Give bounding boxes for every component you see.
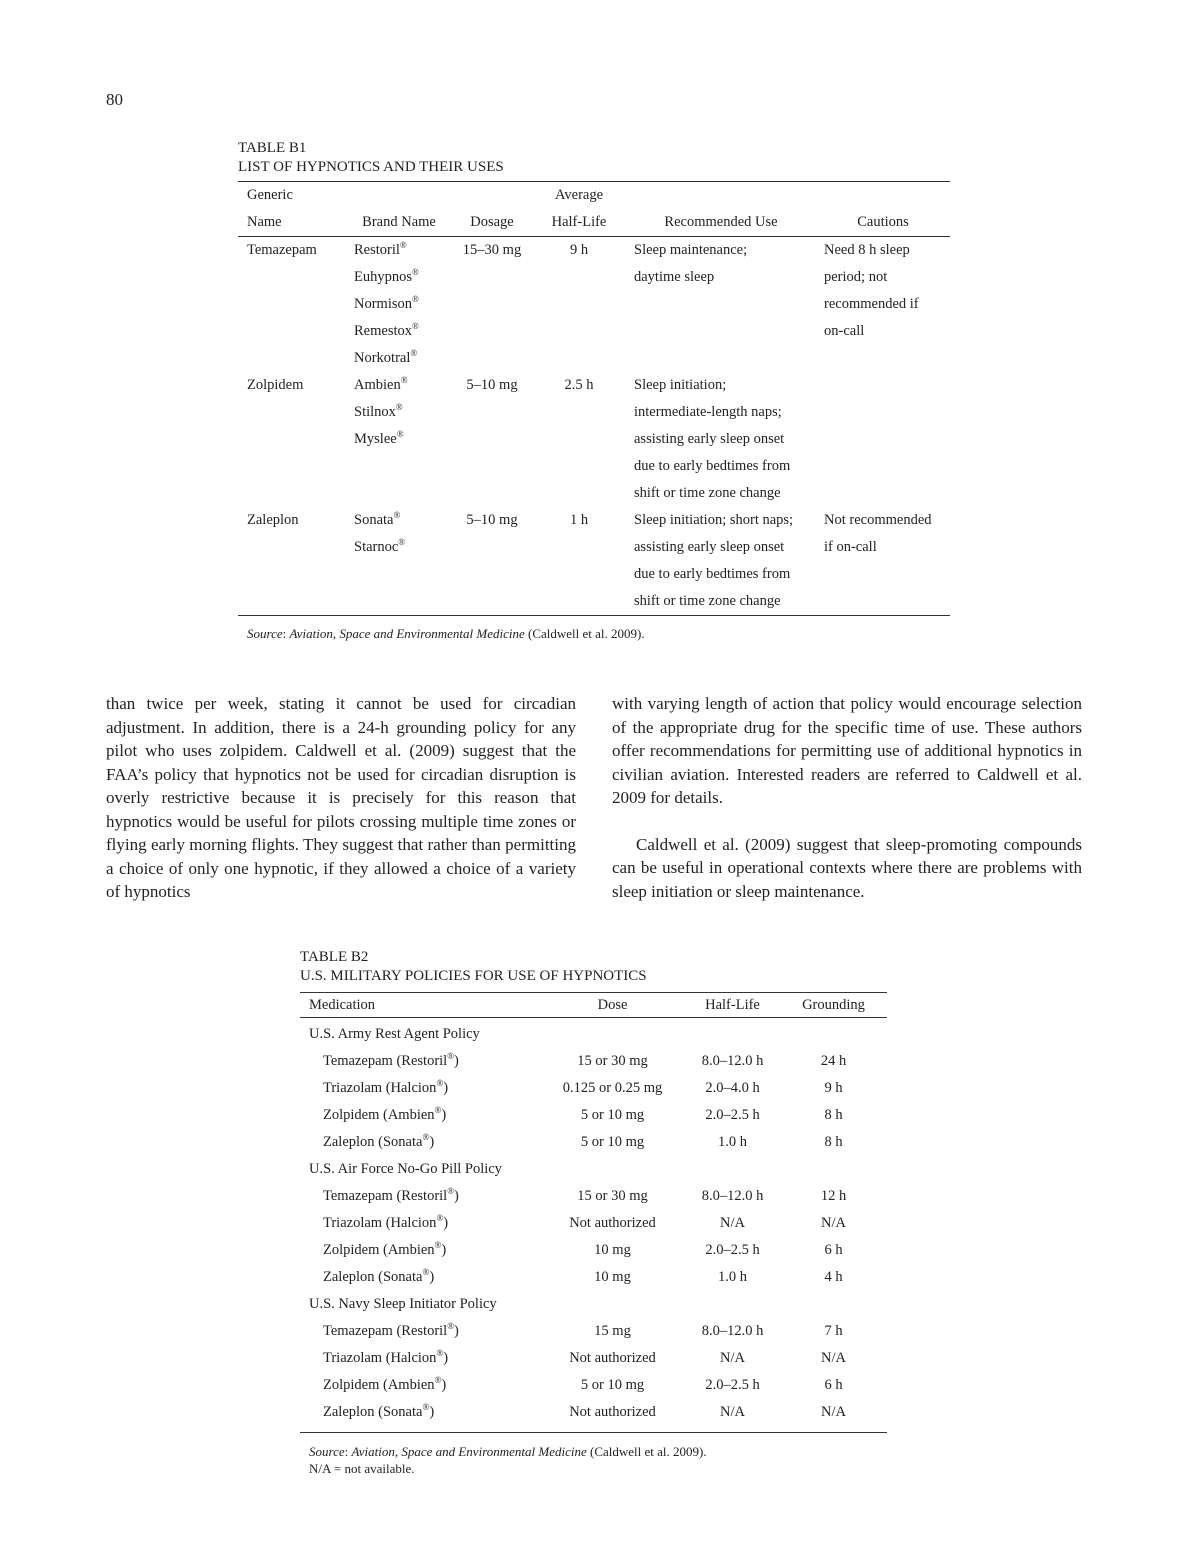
- cell-recommended-use: [626, 291, 816, 318]
- cell-brand-name: [346, 372, 452, 399]
- table-row: [300, 1318, 887, 1345]
- table-row: [300, 1075, 887, 1102]
- registered-mark: ®: [396, 429, 404, 440]
- table-b1-grid: [238, 181, 950, 616]
- registered-mark: ®: [400, 375, 408, 386]
- cell-generic-name: [238, 561, 346, 588]
- registered-mark: ®: [412, 267, 419, 278]
- cell-recommended-use: shift or time zone change: [634, 593, 781, 609]
- registered-mark: ®: [422, 1402, 430, 1413]
- cell-medication: [300, 1237, 540, 1264]
- cell-half-life: 8.0–12.0 h: [701, 1053, 764, 1069]
- cell-dosage: [452, 480, 532, 507]
- cell-half-life: [532, 561, 626, 588]
- body-paragraph: than twice per week, stating it cannot be used for circadian adjustment. In addition, there is a 24-h grounding policy for any pilot who uses zolpidem. Caldwell et al. (2009) suggest that the FAA’s policy that hypnotics not be used for circadian disruption is overly restrictive because it is precisely for this reason that hypnotics would be useful for pilots crossing multiple time zones or flying early morning flights. They suggest that rather than permitting a choice of only one hypnotic, if they allowed a choice of a variety of hypnotics: [106, 694, 576, 901]
- table-row: [300, 1372, 887, 1399]
- cell-generic-name: [238, 399, 346, 426]
- cell-cautions: [816, 372, 950, 399]
- brand-text: Stilnox: [354, 404, 396, 420]
- source-label: Source: [309, 1444, 345, 1459]
- group-name: U.S. Army Rest Agent Policy: [309, 1026, 480, 1042]
- table-b2-header: [300, 993, 887, 1018]
- table-b1-title: LIST OF HYPNOTICS AND THEIR USES: [238, 159, 504, 175]
- brand-text: Sonata: [354, 512, 394, 528]
- cell-medication: [300, 1075, 540, 1102]
- cell-grounding: N/A: [821, 1350, 846, 1366]
- cell-generic-name: [238, 480, 346, 507]
- cell-half-life: 8.0–12.0 h: [701, 1188, 764, 1204]
- cell-dosage: [452, 318, 532, 345]
- cell-half-life: 9 h: [569, 242, 589, 258]
- source-journal: Aviation, Space and Environmental Medicine: [351, 1444, 587, 1459]
- cell-grounding: 4 h: [824, 1269, 843, 1285]
- cell-dose: 10 mg: [594, 1269, 631, 1285]
- table-row: [238, 507, 950, 534]
- cell-dosage: 5–10 mg: [466, 512, 518, 528]
- cell-cautions: recommended if: [824, 296, 919, 312]
- table-row: [238, 237, 950, 265]
- page-number: 80: [106, 90, 123, 109]
- cell-brand-name: [346, 507, 452, 534]
- cell-recommended-use: [626, 318, 816, 345]
- cell-dose: 0.125 or 0.25 mg: [562, 1080, 663, 1096]
- brand-text: Starnoc: [354, 539, 399, 555]
- cell-cautions: Not recommended: [824, 512, 932, 528]
- cell-recommended-use: assisting early sleep onset: [634, 539, 785, 555]
- cell-dose: 15 or 30 mg: [577, 1188, 648, 1204]
- cell-cautions: [816, 561, 950, 588]
- medication-text: Triazolam (Halcion: [323, 1350, 437, 1366]
- medication-text: Zaleplon (Sonata: [323, 1134, 423, 1150]
- brand-text: Ambien: [354, 377, 401, 393]
- cell-brand-name: [346, 291, 452, 318]
- cell-cautions: Need 8 h sleep: [824, 242, 910, 258]
- table-row: [300, 1210, 887, 1237]
- registered-mark: ®: [436, 1213, 444, 1224]
- close-paren: ): [454, 1323, 459, 1339]
- cell-grounding: 8 h: [824, 1107, 843, 1123]
- brand-text: Restoril: [354, 242, 400, 258]
- header-half-life: Half-Life: [551, 214, 607, 230]
- cell-half-life: N/A: [720, 1215, 745, 1231]
- close-paren: ): [429, 1269, 435, 1285]
- registered-mark: ®: [447, 1321, 455, 1332]
- cell-brand-name: [346, 237, 452, 265]
- cell-cautions: on-call: [824, 323, 865, 339]
- table-row: [238, 264, 950, 291]
- cell-half-life: [532, 453, 626, 480]
- cell-recommended-use: shift or time zone change: [634, 485, 781, 501]
- table-b1-body: [238, 237, 950, 616]
- cell-grounding: 6 h: [824, 1377, 843, 1393]
- cell-medication: [300, 1102, 540, 1129]
- table-b1-source: Source: Aviation, Space and Environmental Medicine (Caldwell et al. 2009).: [247, 626, 645, 641]
- cell-dose: Not authorized: [569, 1215, 656, 1231]
- brand-text: Euhypnos: [354, 269, 412, 285]
- cell-dosage: [452, 588, 532, 616]
- brand-text: Norkotral: [354, 350, 411, 366]
- table-row: [300, 1102, 887, 1129]
- header-generic: Generic: [247, 187, 293, 203]
- cell-generic-name: Temazepam: [247, 242, 317, 258]
- registered-mark: ®: [412, 321, 419, 332]
- medication-text: Zaleplon (Sonata: [323, 1404, 423, 1420]
- cell-dose: 5 or 10 mg: [580, 1107, 645, 1123]
- medication-text: Zolpidem (Ambien: [323, 1377, 435, 1393]
- cell-cautions: [816, 345, 950, 372]
- header-cautions: Cautions: [857, 214, 909, 230]
- table-row: [238, 399, 950, 426]
- registered-mark: ®: [436, 1348, 444, 1359]
- close-paren: ): [443, 1215, 449, 1231]
- body-column-right: [612, 692, 1082, 903]
- table-row: [300, 1048, 887, 1075]
- source-label: Source: [247, 626, 283, 641]
- cell-medication: [300, 1318, 540, 1345]
- cell-medication: [300, 1048, 540, 1075]
- registered-mark: ®: [422, 1267, 430, 1278]
- cell-half-life: 2.0–2.5 h: [705, 1107, 760, 1123]
- close-paren: ): [454, 1188, 459, 1204]
- cell-recommended-use: [626, 345, 816, 372]
- header-half-life: Half-Life: [705, 996, 760, 1013]
- cell-cautions: period; not: [824, 269, 888, 285]
- table-row: [300, 1129, 887, 1156]
- table-b2-body: [300, 1018, 887, 1433]
- cell-half-life: 1.0 h: [718, 1134, 747, 1150]
- cell-brand-name: [346, 588, 452, 616]
- medication-text: Triazolam (Halcion: [323, 1215, 437, 1231]
- cell-half-life: [532, 426, 626, 453]
- cell-generic-name: [238, 588, 346, 616]
- cell-dosage: [452, 534, 532, 561]
- cell-recommended-use: due to early bedtimes from: [634, 458, 791, 474]
- header-name: Name: [247, 214, 282, 230]
- cell-half-life: [532, 534, 626, 561]
- cell-grounding: 7 h: [824, 1323, 843, 1339]
- cell-medication: [300, 1210, 540, 1237]
- table-row: [238, 345, 950, 372]
- table-b2-note: N/A = not available.: [309, 1461, 415, 1476]
- registered-mark: ®: [393, 510, 401, 521]
- medication-text: Temazepam (Restoril: [323, 1053, 448, 1069]
- registered-mark: ®: [398, 537, 406, 548]
- table-row: [300, 1345, 887, 1372]
- registered-mark: ®: [422, 1132, 430, 1143]
- header-average: Average: [554, 187, 604, 203]
- table-row: [238, 372, 950, 399]
- cell-dosage: [452, 399, 532, 426]
- cell-dosage: [452, 561, 532, 588]
- table-b2-label: TABLE B2: [300, 949, 369, 965]
- registered-mark: ®: [395, 402, 403, 413]
- group-row: [300, 1018, 887, 1049]
- group-name: U.S. Air Force No-Go Pill Policy: [309, 1161, 502, 1177]
- cell-dosage: [452, 264, 532, 291]
- registered-mark: ®: [447, 1186, 455, 1197]
- cell-half-life: 2.5 h: [564, 377, 594, 393]
- cell-dose: 15 mg: [594, 1323, 631, 1339]
- table-b1-label: TABLE B1: [238, 140, 307, 156]
- table-row: [300, 1237, 887, 1264]
- close-paren: ): [443, 1080, 449, 1096]
- cell-half-life: [532, 588, 626, 616]
- cell-half-life: N/A: [720, 1350, 745, 1366]
- cell-half-life: [532, 318, 626, 345]
- cell-recommended-use: Sleep maintenance;: [634, 242, 748, 258]
- body-paragraph: with varying length of action that policy would encourage selection of the appropriate drug for the specific time of use. These authors offer recommendations for permitting use of additional hypnotics in civilian aviation. Interested readers are referred to Caldwell et al. 2009 for details.: [612, 694, 1082, 807]
- cell-cautions: [816, 426, 950, 453]
- registered-mark: ®: [434, 1240, 442, 1251]
- cell-cautions: [816, 588, 950, 616]
- cell-brand-name: [346, 561, 452, 588]
- cell-dose: 15 or 30 mg: [577, 1053, 648, 1069]
- cell-cautions: [816, 399, 950, 426]
- header-recommended-use: Recommended Use: [664, 214, 778, 230]
- cell-brand-name: [346, 426, 452, 453]
- group-name: U.S. Navy Sleep Initiator Policy: [309, 1296, 497, 1312]
- cell-generic-name: Zaleplon: [247, 512, 299, 528]
- table-row: [238, 453, 950, 480]
- cell-grounding: 8 h: [824, 1134, 843, 1150]
- cell-brand-name: [346, 345, 452, 372]
- header-dose: Dose: [597, 996, 628, 1013]
- cell-generic-name: [238, 534, 346, 561]
- medication-text: Zaleplon (Sonata: [323, 1269, 423, 1285]
- cell-medication: [300, 1345, 540, 1372]
- close-paren: ): [429, 1404, 435, 1420]
- table-b2-grid: [300, 992, 887, 1433]
- cell-generic-name: [238, 264, 346, 291]
- cell-brand-name: [346, 453, 452, 480]
- cell-dosage: [452, 453, 532, 480]
- table-b1: [238, 139, 950, 642]
- brand-text: Remestox: [354, 323, 412, 339]
- cell-dose: 10 mg: [594, 1242, 631, 1258]
- table-row: [300, 1399, 887, 1433]
- cell-generic-name: [238, 291, 346, 318]
- body-paragraph: Caldwell et al. (2009) suggest that sleep-promoting compounds can be useful in operational contexts where there are problems with sleep initiation or sleep maintenance.: [612, 834, 1082, 901]
- table-b1-header: [238, 182, 950, 237]
- header-dosage: Dosage: [470, 214, 514, 230]
- cell-generic-name: [238, 345, 346, 372]
- cell-brand-name: [346, 264, 452, 291]
- table-b2-source: Source: Aviation, Space and Environmental Medicine (Caldwell et al. 2009).: [309, 1444, 707, 1459]
- medication-text: Temazepam (Restoril: [323, 1323, 448, 1339]
- cell-dose: 5 or 10 mg: [580, 1134, 645, 1150]
- close-paren: ): [441, 1242, 447, 1258]
- header-brand-name: Brand Name: [362, 214, 436, 230]
- table-row: [238, 426, 950, 453]
- cell-cautions: [816, 453, 950, 480]
- cell-brand-name: [346, 480, 452, 507]
- cell-half-life: [532, 291, 626, 318]
- cell-grounding: 6 h: [824, 1242, 843, 1258]
- cell-recommended-use: Sleep initiation;: [634, 377, 727, 393]
- body-column-left: [106, 692, 576, 904]
- cell-brand-name: [346, 534, 452, 561]
- medication-text: Triazolam (Halcion: [323, 1080, 437, 1096]
- cell-cautions: if on-call: [824, 539, 877, 555]
- cell-dose: Not authorized: [569, 1404, 656, 1420]
- registered-mark: ®: [410, 348, 418, 359]
- table-b2-title: U.S. MILITARY POLICIES FOR USE OF HYPNOTICS: [300, 968, 647, 984]
- medication-text: Zolpidem (Ambien: [323, 1107, 435, 1123]
- cell-half-life: 2.0–4.0 h: [705, 1080, 760, 1096]
- header-medication: Medication: [309, 996, 376, 1013]
- source-journal: Aviation, Space and Environmental Medicine: [289, 626, 525, 641]
- cell-brand-name: [346, 318, 452, 345]
- table-row: [300, 1183, 887, 1210]
- medication-text: Zolpidem (Ambien: [323, 1242, 435, 1258]
- table-row: [238, 534, 950, 561]
- cell-half-life: [532, 264, 626, 291]
- cell-generic-name: [238, 318, 346, 345]
- cell-half-life: N/A: [720, 1404, 745, 1420]
- cell-half-life: [532, 399, 626, 426]
- cell-dosage: 5–10 mg: [466, 377, 518, 393]
- cell-recommended-use: due to early bedtimes from: [634, 566, 791, 582]
- cell-medication: [300, 1372, 540, 1399]
- brand-text: Normison: [354, 296, 412, 312]
- cell-half-life: 1.0 h: [718, 1269, 747, 1285]
- cell-dosage: 15–30 mg: [462, 242, 522, 258]
- table-row: [238, 561, 950, 588]
- cell-grounding: 12 h: [820, 1188, 847, 1204]
- registered-mark: ®: [436, 1078, 444, 1089]
- group-row: [300, 1156, 887, 1183]
- medication-text: Temazepam (Restoril: [323, 1188, 448, 1204]
- cell-recommended-use: intermediate-length naps;: [634, 404, 782, 420]
- cell-dosage: [452, 345, 532, 372]
- cell-half-life: 1 h: [569, 512, 589, 528]
- registered-mark: ®: [447, 1051, 455, 1062]
- source-citation: (Caldwell et al. 2009).: [586, 1444, 707, 1459]
- registered-mark: ®: [434, 1105, 442, 1116]
- cell-brand-name: [346, 399, 452, 426]
- cell-dosage: [452, 291, 532, 318]
- registered-mark: ®: [399, 240, 407, 251]
- table-row: [238, 318, 950, 345]
- cell-medication: [300, 1129, 540, 1156]
- cell-half-life: [532, 480, 626, 507]
- cell-generic-name: Zolpidem: [247, 377, 304, 393]
- close-paren: ): [429, 1134, 435, 1150]
- cell-recommended-use: daytime sleep: [634, 269, 715, 285]
- source-citation: (Caldwell et al. 2009).: [524, 626, 645, 641]
- cell-half-life: 2.0–2.5 h: [705, 1377, 760, 1393]
- cell-grounding: N/A: [821, 1215, 846, 1231]
- cell-half-life: [532, 345, 626, 372]
- registered-mark: ®: [412, 294, 419, 305]
- close-paren: ): [443, 1350, 449, 1366]
- cell-dose: Not authorized: [569, 1350, 656, 1366]
- table-row: [238, 588, 950, 616]
- header-grounding: Grounding: [802, 996, 865, 1013]
- table-row: [238, 480, 950, 507]
- cell-grounding: 9 h: [824, 1080, 843, 1096]
- table-b2: [300, 948, 887, 1477]
- cell-half-life: 2.0–2.5 h: [705, 1242, 760, 1258]
- cell-medication: [300, 1399, 540, 1433]
- cell-generic-name: [238, 426, 346, 453]
- close-paren: ): [454, 1053, 459, 1069]
- cell-generic-name: [238, 453, 346, 480]
- group-row: [300, 1291, 887, 1318]
- table-row: [238, 291, 950, 318]
- cell-grounding: N/A: [821, 1404, 846, 1420]
- cell-grounding: 24 h: [820, 1053, 847, 1069]
- cell-dosage: [452, 426, 532, 453]
- brand-text: Myslee: [354, 431, 397, 447]
- cell-medication: [300, 1264, 540, 1291]
- registered-mark: ®: [434, 1375, 442, 1386]
- close-paren: ): [441, 1377, 447, 1393]
- cell-half-life: 8.0–12.0 h: [701, 1323, 764, 1339]
- close-paren: ): [441, 1107, 447, 1123]
- cell-cautions: [816, 480, 950, 507]
- cell-medication: [300, 1183, 540, 1210]
- cell-recommended-use: assisting early sleep onset: [634, 431, 785, 447]
- cell-recommended-use: Sleep initiation; short naps;: [634, 512, 794, 528]
- table-row: [300, 1264, 887, 1291]
- cell-dose: 5 or 10 mg: [580, 1377, 645, 1393]
